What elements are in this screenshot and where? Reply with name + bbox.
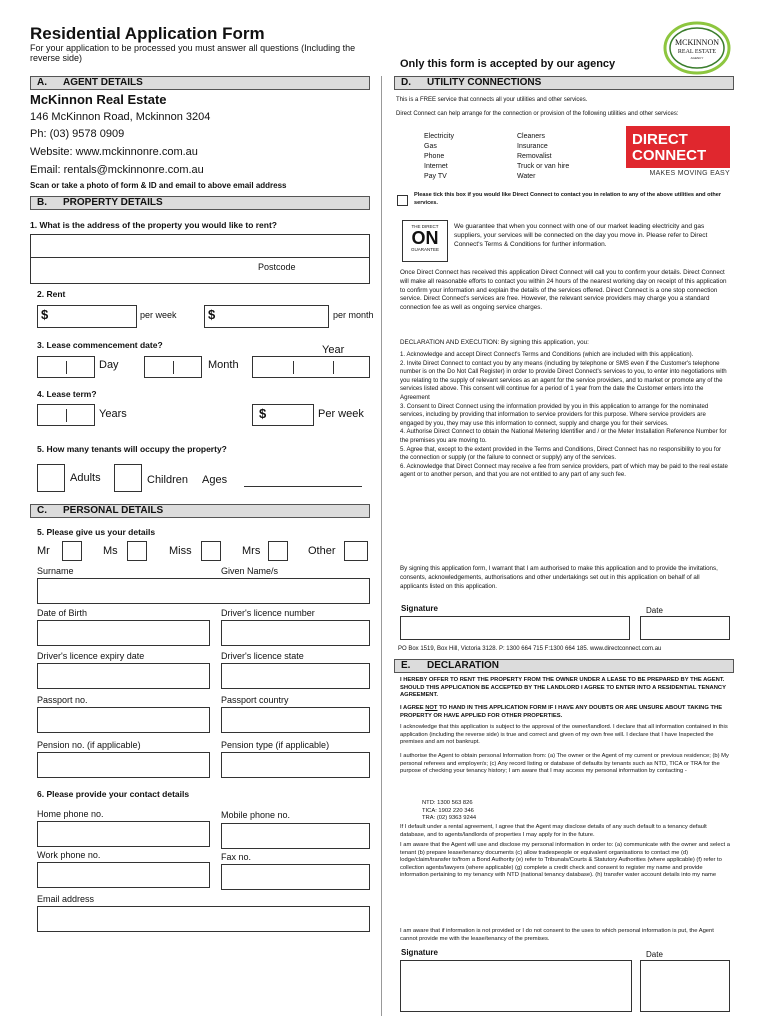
declaration-item: 5. Agree that, except to the extent provided in the Terms and Conditions, Direct Connect has no responsibility to you for the connection or supply (or the failure to connect or supply) any of the services. [400, 445, 722, 462]
logo-text-2: REAL ESTATE [677, 49, 717, 55]
agency-email: Email: rentals@mckinnonre.com.au [30, 164, 204, 176]
by-signing-text: By signing this application form, I warrant that I am authorised to make this application and to provide the invitations, consents, acknowledgements, authorisations and other undertakings set out in this application on behalf of all applicants listed on this application. [400, 565, 718, 590]
declaration-p2 [400, 705, 730, 720]
section-c-header [30, 504, 370, 518]
form-title: Residential Application Form [30, 24, 265, 43]
section-title: PROPERTY DETAILS [63, 197, 163, 208]
mobile-label: Mobile phone no. [221, 810, 291, 820]
section-title: DECLARATION [427, 660, 500, 671]
licence-state-label: Driver's licence state [221, 651, 304, 661]
passport-label: Passport no. [37, 695, 88, 705]
children-label: Children [147, 474, 188, 486]
service-item: Pay TV [424, 173, 447, 180]
form-subtitle: For your application to be processed you must answer all questions (Including the reverse side) [30, 43, 356, 63]
title-ms-label: Ms [103, 545, 118, 557]
declaration-item: 3. Consent to Direct Connect using the information provided by you in this application to arrange for the nominated services, including by providing that information to service providers for this purpose. Where service providers are engaged by you, they may use this information to connect, supply and charge you for their services. [400, 402, 709, 427]
fax-field[interactable] [221, 864, 370, 890]
email-label: Email address [37, 894, 95, 904]
dc-date-label: Date [646, 606, 663, 615]
passport-field[interactable] [37, 707, 210, 733]
service-item: Electricity [424, 133, 454, 140]
declaration-item: 1. Acknowledge and accept Direct Connect's Terms and Conditions (which are included with this application). [400, 351, 694, 358]
section-e-header [394, 659, 734, 673]
passport-country-field[interactable] [221, 707, 370, 733]
dollar-sign: $ [259, 406, 267, 421]
column-divider [381, 76, 382, 1016]
declaration-item: 2. Invite Direct Connect to contact you by any means (including by telephone or SMS even if the Customer's telephone number is on the Do Not Call Register) in order to provide Direct Connect's services to you, to enter into negotiations with you relating to the supply of relevant services as an agent for the service providers, and to market or promote any of the services listed above. This consent will continue for a period of 1 year from the date the Customer enters into the Agreement [400, 359, 727, 401]
dc-logo-text-2: CONNECT [632, 147, 707, 164]
logo-text-3: AGENCY [690, 56, 704, 60]
title-mrs-checkbox[interactable] [268, 541, 288, 561]
day-label: Day [99, 359, 119, 371]
service-item: Phone [424, 153, 445, 160]
title-mr-label: Mr [37, 545, 50, 557]
q6-contact-details: 6. Please provide your contact details [37, 789, 190, 799]
per-week-label-2: Per week [318, 408, 364, 420]
q2-rent: 2. Rent [37, 289, 66, 299]
name-field[interactable] [37, 578, 370, 604]
q5-tenants: 5. How many tenants will occupy the property? [37, 444, 227, 454]
service-item: Cleaners [517, 133, 546, 140]
tenant-signature-label: Signature [401, 948, 438, 957]
passport-country-label: Passport country [221, 695, 289, 705]
lease-term-field[interactable] [37, 404, 95, 426]
service-item: Water [517, 173, 536, 180]
month-label: Month [208, 359, 239, 371]
property-address-field[interactable] [30, 234, 370, 284]
tenant-date-label: Date [646, 950, 663, 959]
licence-expiry-field[interactable] [37, 663, 210, 689]
day-field[interactable] [37, 356, 95, 378]
dob-label: Date of Birth [37, 608, 88, 618]
declaration-p3: I acknowledge that this application is subject to the approval of the owner/landlord. I declare that all information contained in this application (including the reverse side) is true and correct and given of my own free will. I declare that I have Inspected the premises and am not bankrupt. [400, 724, 728, 746]
section-title: PERSONAL DETAILS [63, 505, 164, 516]
contact-tica: TICA: 1902 220 346 [422, 807, 474, 814]
work-phone-field[interactable] [37, 862, 210, 888]
fax-label: Fax no. [221, 852, 252, 862]
section-title: AGENT DETAILS [63, 77, 143, 88]
declaration-item: 6. Acknowledge that Direct Connect may receive a fee from service providers, part of which may be paid to the real estate agent or to another person, and that you are not entitled to any part of any such fee. [400, 462, 728, 479]
ages-label: Ages [202, 474, 228, 486]
on-logo-big: ON [411, 228, 439, 248]
section-letter: D. [401, 77, 411, 88]
month-field[interactable] [144, 356, 202, 378]
on-logo-bottom: GUARANTEE [410, 247, 439, 252]
on-logo-top: THE DIRECT [411, 224, 439, 229]
declaration-head: DECLARATION AND EXECUTION: By signing this application, you: [400, 339, 589, 346]
help-note: Direct Connect can help arrange for the connection or provision of the following utilities and other services: [396, 111, 679, 117]
tenant-date-field[interactable] [640, 960, 730, 1012]
rent-week-field[interactable] [37, 305, 137, 328]
section-letter: A. [37, 77, 47, 88]
email-field[interactable] [37, 906, 370, 932]
children-field[interactable] [114, 464, 142, 492]
service-item: Gas [424, 143, 437, 150]
section-d-header [394, 76, 734, 90]
dc-logo-text-1: DIRECT [632, 131, 688, 148]
declaration-p6: I am aware that the Agent will use and disclose my personal information in order to: (a) communicate with the owner and select a tenant (b) prepare lease/tenancy documents (c) allow tradespeople or equivalent organisations to contact me (d) lodge/claim/transfer to/from a Bond Authority (e) refer to Tribunals/Courts & Statutory Authorities (where applicable) (f) refer to collection agents/lawyers (where applicable) (g) complete a credit check and consent to register my name and provide information pertaining to my tenancy with NTD (national tenancy database). (h) transfer water account details into my name [400, 842, 730, 879]
dc-tagline: MAKES MOVING EASY [649, 170, 730, 177]
mobile-field[interactable] [221, 823, 370, 849]
once-received-text: Once Direct Connect has received this application Direct Connect will call you to confirm your details. Direct Connect will make all reasonable efforts to contact you within 24 hours of the nearest working day on receipt of this application to confirm your information and explain the details of the services offered. Direct Connect is a one stop connection service. Direct Connect's services are free. However, the relevant service providers may charge you a standard connection fee as well as ongoing service charges. [400, 269, 727, 312]
surname-label: Surname [37, 566, 74, 576]
year-label: Year [322, 344, 345, 356]
scan-note: Scan or take a photo of form & ID and email to above email address [30, 181, 287, 190]
tenancy-db-contacts [400, 800, 730, 823]
per-week-label: per week [140, 310, 177, 320]
q4-lease-term: 4. Lease term? [37, 389, 97, 399]
agency-address: 146 McKinnon Road, Mckinnon 3204 [30, 111, 211, 123]
adults-field[interactable] [37, 464, 65, 492]
home-phone-label: Home phone no. [37, 809, 104, 819]
services-list-b [517, 132, 569, 182]
pension-label: Pension no. (if applicable) [37, 740, 141, 750]
services-list-a [424, 132, 454, 182]
title-miss-label: Miss [169, 545, 192, 557]
on-guarantee-logo [402, 220, 448, 262]
title-mr-checkbox[interactable] [62, 541, 82, 561]
pension-type-field[interactable] [221, 752, 370, 778]
rent-month-field[interactable] [204, 305, 329, 328]
address-divider [30, 257, 370, 258]
service-item: Insurance [517, 143, 548, 150]
logo-text-1: MCKINNON [675, 38, 719, 47]
dc-signature-label: Signature [401, 604, 438, 613]
section-letter: E. [401, 660, 411, 671]
only-accepted-note: Only this form is accepted by our agency [400, 58, 616, 70]
dc-po-box: PO Box 1519, Box Hill, Victoria 3128. P: 1300 664 715 F:1300 664 185. www.directconnect.com.au [398, 646, 662, 652]
service-item: Truck or van hire [517, 163, 570, 170]
declaration-p1: I HEREBY OFFER TO RENT THE PROPERTY FROM THE OWNER UNDER A LEASE TO BE PREPARED BY THE AGENT. SHOULD THIS APPLICATION BE ACCEPTED BY THE LANDLORD I AGREE TO ENTER INTO A RESIDENTIAL TENANCY AGREEMENT. [400, 677, 726, 699]
dollar-sign: $ [208, 307, 216, 322]
title-miss-checkbox[interactable] [201, 541, 221, 561]
year-field[interactable] [252, 356, 370, 378]
section-letter: C. [37, 505, 47, 516]
dob-field[interactable] [37, 620, 210, 646]
guarantee-text: We guarantee that when you connect with one of our market leading electricity and gas suppliers, your services will be connected on the day you move in. Please refer to Direct Connect's Terms & Conditions for further information. [454, 223, 708, 248]
q3-lease-date: 3. Lease commencement date? [37, 340, 163, 350]
home-phone-field[interactable] [37, 821, 210, 847]
postcode-label: Postcode [258, 262, 296, 272]
licence-label: Driver's licence number [221, 608, 315, 618]
per-week-field[interactable] [252, 404, 314, 426]
declaration-p5: If I default under a rental agreement, I agree that the Agent may disclose details of any such default to a tenancy default database, and to agents/landlords of properties I may apply for in the future. [400, 824, 707, 838]
agency-logo [662, 20, 732, 76]
agency-website: Website: www.mckinnonre.com.au [30, 146, 198, 158]
title-mrs-label: Mrs [242, 545, 261, 557]
service-item: Internet [424, 163, 448, 170]
declaration-p7: I am aware that if information is not provided or I do not consent to the uses to which personal information is put, the Agent cannot provide me with the lease/tenancy of the premises. [400, 928, 714, 942]
pension-field[interactable] [37, 752, 210, 778]
service-item: Removalist [517, 153, 552, 160]
direct-connect-tick-box[interactable] [397, 195, 408, 206]
title-other-checkbox[interactable] [344, 541, 368, 561]
per-month-label: per month [333, 310, 374, 320]
licence-state-field[interactable] [221, 663, 370, 689]
years-label: Years [99, 408, 127, 420]
section-title: UTILITY CONNECTIONS [427, 77, 542, 88]
section-b-header [30, 196, 370, 210]
agency-phone: Ph: (03) 9578 0909 [30, 128, 125, 140]
work-phone-label: Work phone no. [37, 850, 101, 860]
section-a-header [30, 76, 370, 90]
declaration-p4: I authorise the Agent to obtain personal Information from: (a) The owner or the Agent of my current or previous residence; (b) My personal referees and employer/s; (c) Any record listing or database of defaults by tenants such as NTD, TICA or TRA for the purpose of checking your tenancy history; I am aware that I may access my personal information by contacting - [400, 753, 729, 775]
p2-text-a: I AGREE [400, 705, 426, 711]
dc-signature-field[interactable] [400, 616, 630, 640]
title-other-label: Other [308, 545, 336, 557]
adults-label: Adults [70, 472, 101, 484]
tick-box-note: Please tick this box if you would like Direct Connect to contact you in relation to any of the above utilities and other services. [414, 192, 722, 206]
pension-type-label: Pension type (if applicable) [221, 740, 330, 750]
q1-property-address: 1. What is the address of the property you would like to rent? [30, 220, 278, 230]
dollar-sign: $ [41, 307, 49, 322]
contact-tra: TRA: (02) 9363 9244 [422, 815, 477, 822]
contact-ntd: NTD: 1300 563 826 [422, 800, 473, 806]
tenant-signature-field[interactable] [400, 960, 632, 1012]
agency-name: McKinnon Real Estate [30, 92, 167, 107]
declaration-item: 4. Authorise Direct Connect to obtain the National Metering Identifier and / or the Meter Installation Reference Number for the premises you are moving to. [400, 428, 727, 444]
free-service-note: This is a FREE service that connects all your utilities and other services. [396, 97, 588, 103]
ages-field[interactable] [244, 486, 362, 487]
licence-field[interactable] [221, 620, 370, 646]
q5-personal-details: 5. Please give us your details [37, 527, 156, 537]
given-name-label: Given Name/s [221, 566, 279, 576]
title-ms-checkbox[interactable] [127, 541, 147, 561]
declaration-items [400, 351, 728, 480]
p2-not: NOT [425, 705, 438, 711]
direct-connect-logo [626, 126, 730, 188]
licence-expiry-label: Driver's licence expiry date [37, 651, 145, 661]
section-letter: B. [37, 197, 47, 208]
p2-text-b: TO HAND IN THIS APPLICATION FORM IF I HAVE ANY DOUBTS OR ARE UNSURE ABOUT TAKING THE PROPERTY OR HAVE APPLIED FOR OTHER PROPERTIES. [400, 705, 723, 719]
dc-date-field[interactable] [640, 616, 730, 640]
